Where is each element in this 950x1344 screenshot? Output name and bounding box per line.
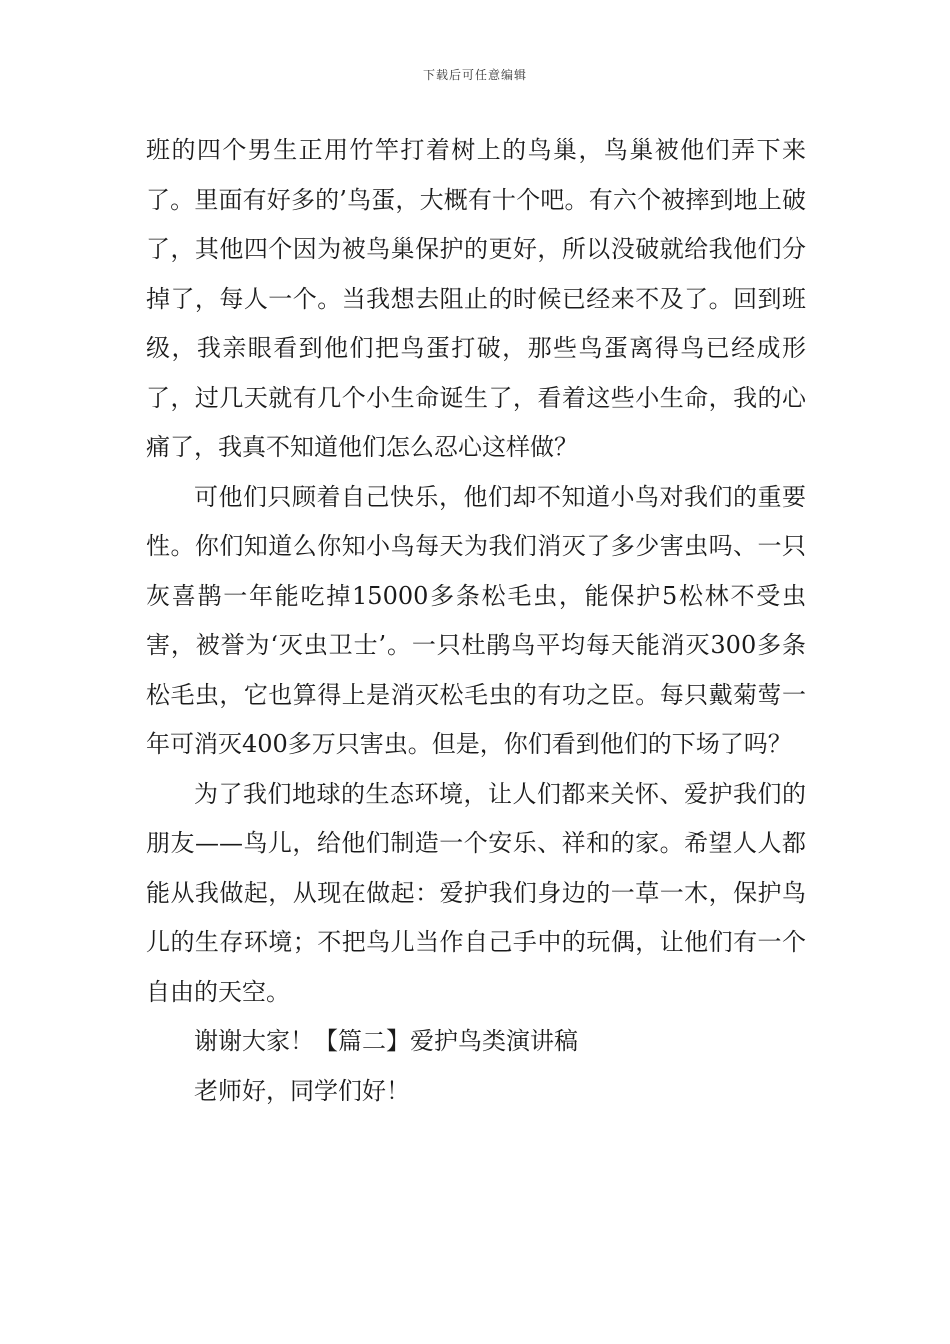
paragraph-call-to-action: 为了我们地球的生态环境，让人们都来关怀、爱护我们的朋友——鸟儿，给他们制造一个安乐、祥和的家。希望人人都能从我做起，从现在做起：爱护我们身边的一草一木，保护鸟儿的生存环境；不把鸟儿当作自己手中的玩偶，让他们有一个自由的天空。 (146, 779, 806, 1006)
paragraph-thanks-and-section-title: 谢谢大家！【篇二】爱护鸟类演讲稿 (194, 1027, 578, 1055)
paragraph-bird-importance: 可他们只顾着自己快乐，他们却不知道小鸟对我们的重要性。你们知道么你知小鸟每天为我们消灭了多少害虫吗、一只灰喜鹊一年能吃掉15000多条松毛虫，能保护5松林不受虫害，被誉为‘灭虫卫士’。一只杜鹃鸟平均每天能消灭300多条松毛虫，它也算得上是消灭松毛虫的有功之臣。每只戴菊莺一年可消灭400多万只害虫。但是，你们看到他们的下场了吗？ (146, 482, 806, 758)
paragraph-continuation: 班的四个男生正用竹竿打着树上的鸟巢，鸟巢被他们弄下来了。里面有好多的’鸟蛋，大概有十个吧。有六个被摔到地上破了，其他四个因为被鸟巢保护的更好，所以没破就给我他们分掉了，每人一个。当我想去阻止的时候已经来不及了。回到班级，我亲眼看到他们把鸟蛋打破，那些鸟蛋离得鸟已经成形了，过几天就有几个小生命诞生了，看着这些小生命，我的心痛了，我真不知道他们怎么忍心这样做？ (146, 136, 806, 461)
page-header-note: 下载后可任意编辑 (422, 68, 527, 82)
document-body (146, 126, 806, 1116)
paragraph-greeting: 老师好，同学们好！ (194, 1076, 410, 1105)
